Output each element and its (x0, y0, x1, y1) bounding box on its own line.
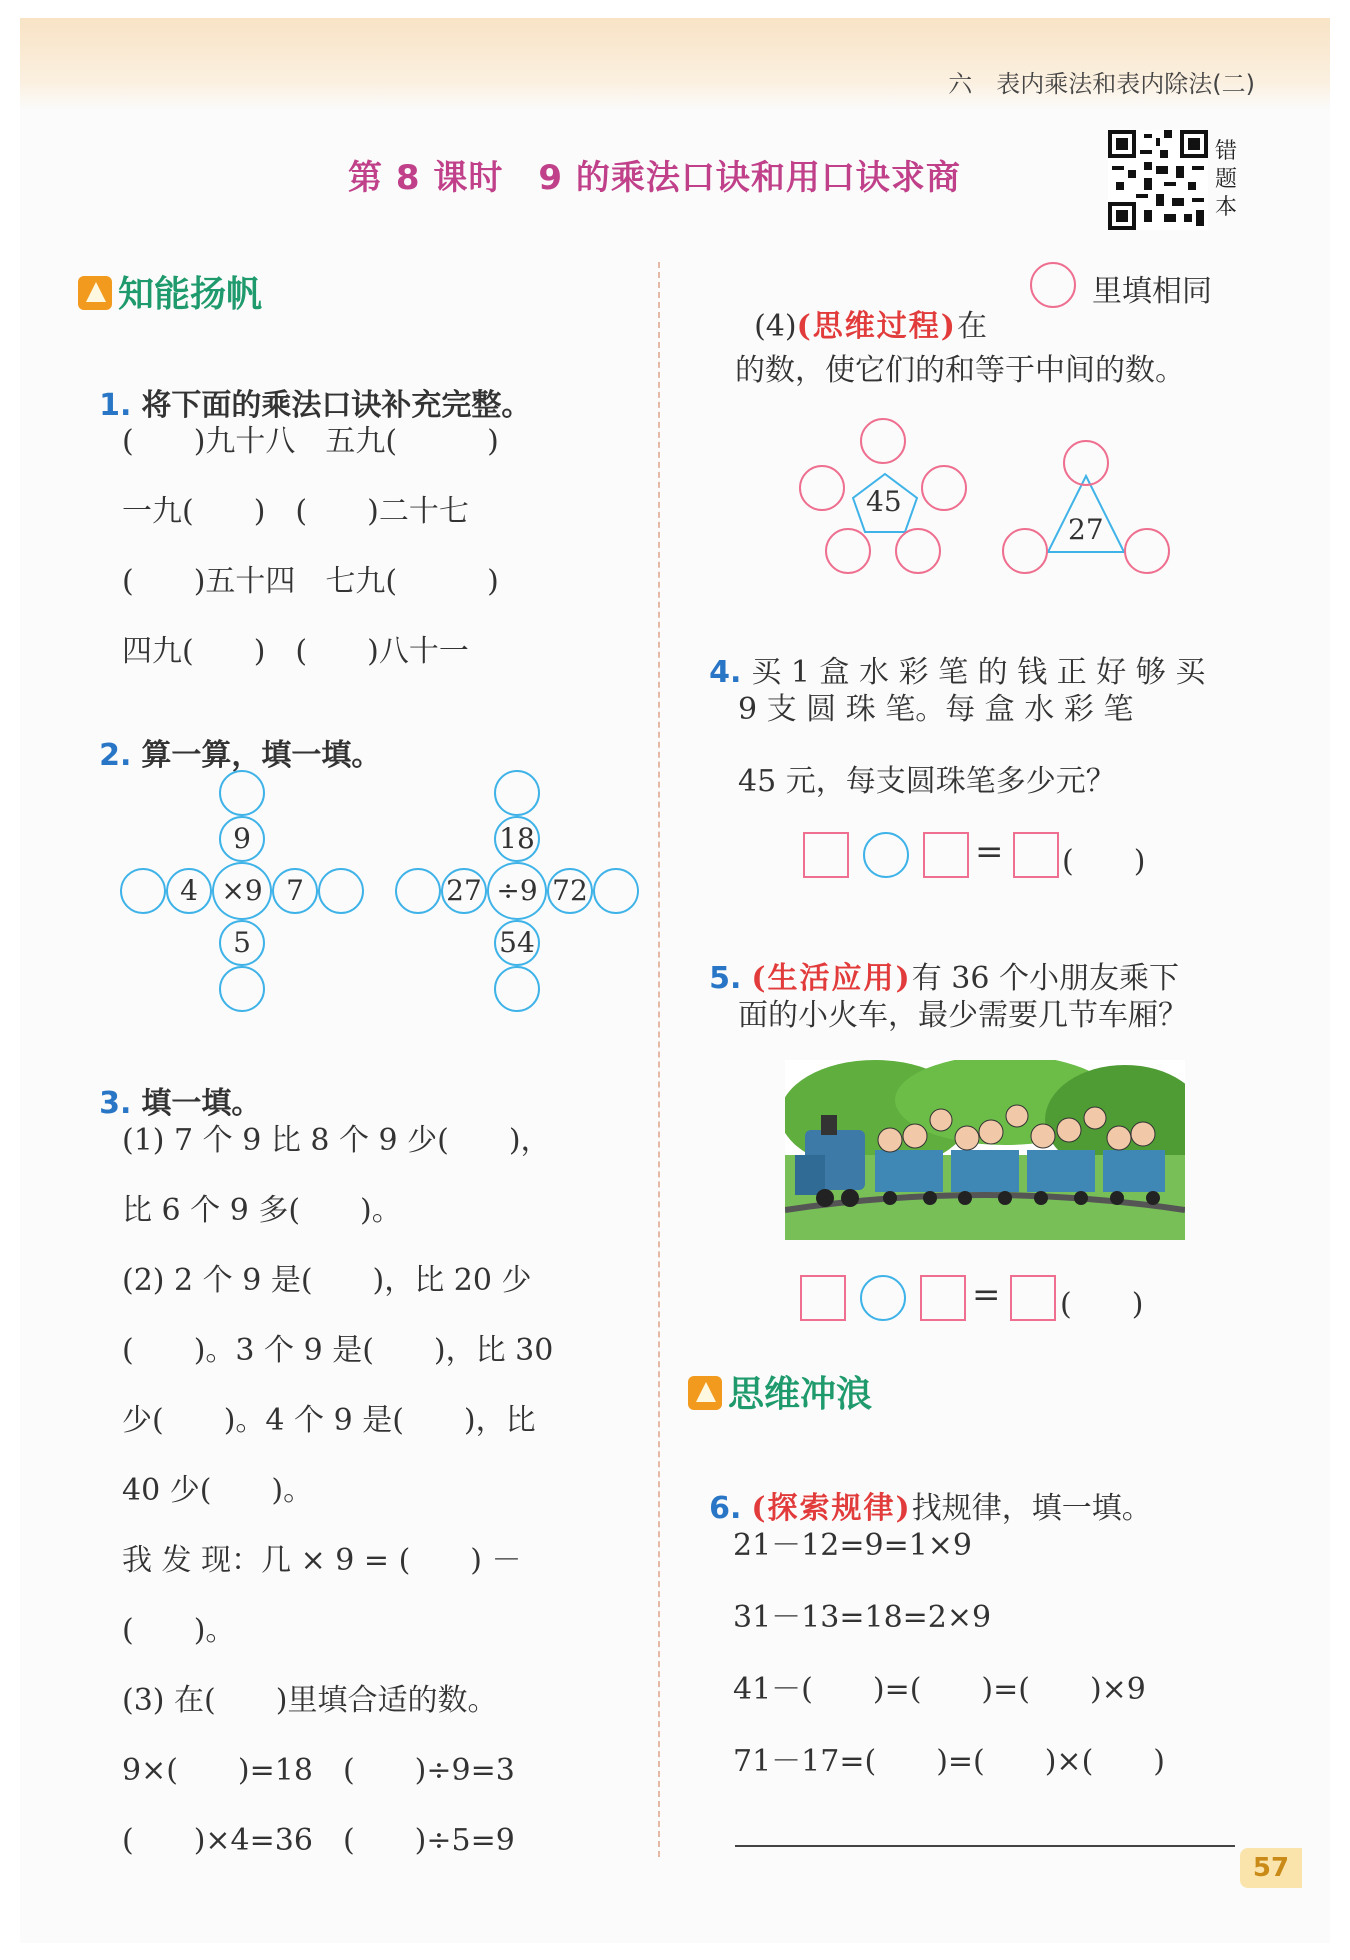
answer-circle[interactable] (1124, 528, 1170, 574)
answer-circle[interactable] (494, 966, 540, 1012)
inline-circle-icon (1030, 262, 1076, 308)
unit-blank[interactable]: ( ) (1062, 844, 1146, 879)
answer-circle[interactable] (799, 465, 845, 511)
section-title-1: 知能扬帆 (118, 274, 263, 315)
answer-circle[interactable] (1063, 440, 1109, 486)
cross-bottom-number: 5 (219, 920, 265, 966)
answer-box[interactable] (920, 1275, 966, 1321)
section-header-1 (78, 266, 262, 317)
q4-number: 4. (709, 655, 742, 690)
answer-box[interactable] (800, 1275, 846, 1321)
answer-box[interactable] (1010, 1275, 1056, 1321)
q6-line: 71－17=( )=( )×( ) (733, 1744, 1165, 1779)
sail-icon (78, 276, 112, 310)
q1-title: 将下面的乘法口诀补充完整。 (141, 388, 532, 423)
q4-text-1: 买 1 盒 水 彩 笔 的 钱 正 好 够 买 (751, 655, 1206, 690)
q5-text-1: 有 36 个小朋友乘下 (911, 961, 1179, 996)
page-number: 57 (1240, 1848, 1302, 1888)
pentagon-center-number: 45 (866, 485, 902, 518)
q6-line: 21－12=9=1×9 (733, 1528, 973, 1563)
answer-line[interactable] (735, 1845, 1235, 1847)
answer-circle[interactable] (860, 418, 906, 464)
q1-heading (80, 345, 531, 424)
cross-top-number: 9 (219, 816, 265, 862)
column-divider (658, 262, 660, 1857)
q3-line: 我 发 现：几 × 9 = ( ) － (122, 1543, 522, 1578)
cross-bottom-number: 54 (494, 920, 540, 966)
answer-circle[interactable] (1002, 528, 1048, 574)
cross-right-number: 72 (547, 868, 593, 914)
cross-operator: ÷9 (487, 862, 547, 920)
q6-line: 41－( )=( )=( )×9 (733, 1672, 1146, 1707)
q3-4-tag: (思维过程) (796, 309, 957, 344)
cross-top-number: 18 (494, 816, 540, 862)
q2-number: 2. (99, 738, 132, 773)
q1-line-2: 一九( ) ( )二十七 (122, 494, 469, 529)
equals-sign: = (972, 1275, 1001, 1315)
q3-line: 9×( )=18 ( )÷9=3 (122, 1753, 515, 1788)
q1-line-4: 四九( ) ( )八十一 (122, 634, 469, 669)
q2-title: 算一算，填一填。 (141, 738, 382, 773)
q3-4-text-b: 里填相同 (1092, 274, 1212, 309)
q6-line: 31－13=18=2×9 (733, 1600, 992, 1635)
q5-tag: (生活应用) (751, 961, 912, 996)
answer-circle[interactable] (921, 465, 967, 511)
equals-sign: = (975, 832, 1004, 872)
chapter-title: 六 表内乘法和表内除法(二) (948, 70, 1255, 98)
q4-line-1 (690, 612, 1205, 691)
answer-circle[interactable] (494, 770, 540, 816)
q3-line: (2) 2 个 9 是( )，比 20 少 (122, 1263, 532, 1298)
operator-circle[interactable] (860, 1275, 906, 1321)
q3-line: (1) 7 个 9 比 8 个 9 少( )， (122, 1123, 551, 1158)
cross-left-number: 4 (166, 868, 212, 914)
triangle-center-number: 27 (1068, 513, 1104, 546)
cross-left-number: 27 (441, 868, 487, 914)
q6-tag: (探索规律) (751, 1491, 912, 1526)
q4-line-2: 9 支 圆 珠 笔。每 盒 水 彩 笔 (738, 692, 1134, 727)
q3-number: 3. (99, 1086, 132, 1121)
q4-line-3: 45 元，每支圆珠笔多少元？ (738, 764, 1116, 799)
q5-number: 5. (709, 961, 742, 996)
lesson-title: 第 8 课时 9 的乘法口诀和用口诀求商 (348, 158, 961, 198)
q1-line-1: ( )九十八 五九( ) (122, 424, 499, 459)
q3-4-text-a: 在 (956, 309, 987, 344)
q3-line: ( )。3 个 9 是( )，比 30 (122, 1333, 554, 1368)
q3-line: 少( )。4 个 9 是( )，比 (122, 1403, 536, 1438)
q3-line: ( )×4=36 ( )÷5=9 (122, 1823, 515, 1858)
q3-4-line-2: 的数，使它们的和等于中间的数。 (735, 353, 1185, 388)
q3-line: 比 6 个 9 多( )。 (122, 1193, 402, 1228)
wave-icon (688, 1376, 722, 1410)
q6-number: 6. (709, 1491, 742, 1526)
answer-box[interactable] (803, 832, 849, 878)
q2-heading (80, 695, 381, 774)
answer-circle[interactable] (318, 868, 364, 914)
answer-circle[interactable] (825, 528, 871, 574)
cross-operator: ×9 (212, 862, 272, 920)
q3-4-label: (4) (754, 309, 797, 344)
qr-code-icon[interactable] (1108, 130, 1208, 230)
q3-heading (80, 1043, 261, 1122)
q1-number: 1. (99, 388, 132, 423)
unit-blank[interactable]: ( ) (1060, 1287, 1144, 1322)
answer-circle[interactable] (120, 868, 166, 914)
q3-line: ( )。 (122, 1613, 236, 1648)
answer-circle[interactable] (395, 868, 441, 914)
q3-line: (3) 在( )里填合适的数。 (122, 1683, 498, 1718)
q3-line: 40 少( )。 (122, 1473, 314, 1508)
section-header-2 (688, 1366, 872, 1417)
answer-circle[interactable] (219, 966, 265, 1012)
train-illustration (785, 1060, 1185, 1240)
answer-circle[interactable] (895, 528, 941, 574)
q1-line-3: ( )五十四 七九( ) (122, 564, 499, 599)
q6-title: 找规律，填一填。 (911, 1491, 1152, 1526)
answer-circle[interactable] (219, 770, 265, 816)
answer-box[interactable] (923, 832, 969, 878)
answer-circle[interactable] (593, 868, 639, 914)
q6-heading (690, 1448, 1152, 1527)
cross-right-number: 7 (272, 868, 318, 914)
q5-line-1 (690, 918, 1179, 997)
operator-circle[interactable] (863, 832, 909, 878)
q3-4-line-1 (735, 266, 987, 345)
section-title-2: 思维冲浪 (728, 1374, 873, 1415)
qr-label: 错题本 (1215, 139, 1238, 220)
answer-box[interactable] (1013, 832, 1059, 878)
q5-line-2: 面的小火车，最少需要几节车厢？ (738, 998, 1188, 1033)
q3-title: 填一填。 (141, 1086, 262, 1121)
